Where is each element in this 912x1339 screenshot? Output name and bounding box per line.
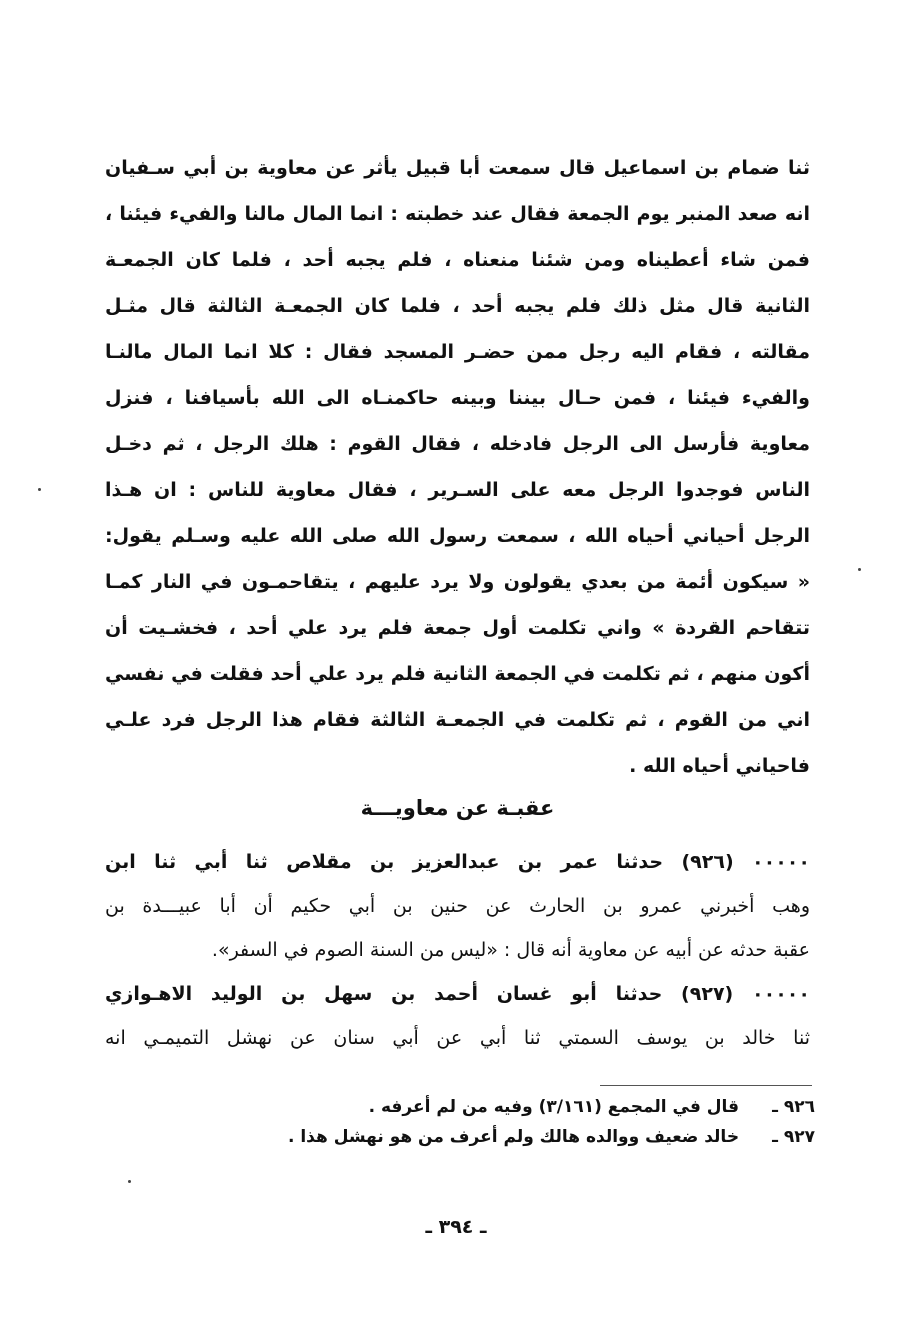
footnote-text: خالد ضعيف ووالده هالك ولم أعرف من هو نهشل هذا . [287, 1127, 740, 1147]
body-line: ثنا ضمام بن اسماعيل قال سمعت أبا قبيل يأثر عن معاوية بن أبي سـفيان [105, 157, 810, 179]
scan-speck [858, 568, 861, 571]
hadith-text [105, 840, 810, 1060]
hadith-line: وهب أخبرني عمرو بن الحارث عن حنين بن أبي حكيم أن أبا عبيـــدة بن [105, 895, 810, 917]
footnote-divider [600, 1085, 812, 1086]
footnote-number: ٩٢٦ ـ [772, 1097, 815, 1117]
body-line: أكون منهم ، ثم تكلمت في الجمعة الثانية فلم يرد علي أحد فقلت في نفسي [105, 663, 810, 685]
body-line: « سيكون أئمة من بعدي يقولون ولا يرد عليهم ، يتقاحمـون في النار كمـا [105, 571, 810, 593]
body-line: والفيء فيئنا ، فمن حـال بيننا وبينه حاكمنـاه الى الله بأسيافنا ، فنزل [105, 387, 810, 409]
hadith-line: ٠٠٠٠٠ (٩٢٧) حدثنا أبو غسان أحمد بن سهل بن الوليد الاهـوازي [105, 983, 810, 1005]
body-line: فاحياني أحياه الله . [629, 755, 810, 777]
body-line: الثانية قال مثل ذلك فلم يجبه أحد ، فلما كان الجمعـة الثالثة قال مثـل [105, 295, 810, 317]
footnote-text: قال في المجمع (٣/١٦١) وفيه من لم أعرفه . [368, 1097, 740, 1117]
scan-speck [128, 1180, 131, 1183]
hadith-line: ٠٠٠٠٠ (٩٢٦) حدثنا عمر بن عبدالعزيز بن مقلاص ثنا أبي ثنا ابن [105, 851, 810, 873]
body-line: فمن شاء أعطيناه ومن شئنا منعناه ، فلم يجبه أحد ، فلما كان الجمعـة [105, 249, 810, 271]
body-line: انه صعد المنبر يوم الجمعة فقال عند خطبته : انما المال مالنا والفيء فيئنا ، [105, 203, 810, 225]
body-line: اني من القوم ، ثم تكلمت في الجمعـة الثالثة فقام هذا الرجل فرد علـي [105, 709, 810, 731]
footnotes [105, 1092, 815, 1152]
body-line: الناس فوجدوا الرجل معه على السـرير ، فقال معاوية للناس : ان هـذا [105, 479, 810, 501]
footnote [105, 1092, 815, 1122]
footnote-number: ٩٢٧ ـ [772, 1127, 815, 1147]
body-text [105, 145, 810, 789]
hadith-line: ثنا خالد بن يوسف السمتي ثنا أبي عن أبي سنان عن نهشل التميمـي انه [105, 1027, 810, 1049]
hadith-line: عقبة حدثه عن أبيه عن معاوية أنه قال : «ليس من السنة الصوم في السفر». [211, 939, 810, 961]
section-heading: عقبـة عن معاويـــة [360, 796, 555, 820]
body-line: الرجل أحياني أحياه الله ، سمعت رسول الله صلى الله عليه وسـلم يقول: [105, 525, 810, 547]
body-line: معاوية فأرسل الى الرجل فادخله ، فقال القوم : هلك الرجل ، ثم دخـل [105, 433, 810, 455]
body-line: مقالته ، فقام اليه رجل ممن حضـر المسجد فقال : كلا انما المال مالنـا [105, 341, 810, 363]
footnote [105, 1122, 815, 1152]
body-line: تتقاحم القردة » واني تكلمت أول جمعة فلم يرد علي أحد ، فخشـيت أن [105, 617, 810, 639]
page-number: ـ ٣٩٤ ـ [425, 1216, 487, 1238]
scan-speck [38, 488, 41, 491]
